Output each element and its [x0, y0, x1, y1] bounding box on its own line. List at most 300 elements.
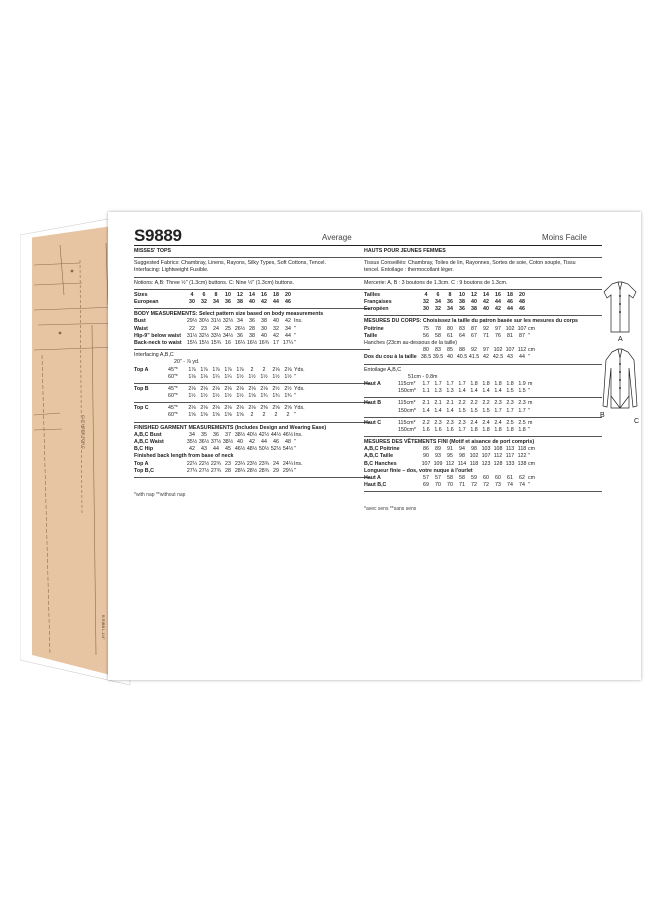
finished-table-en	[134, 432, 370, 454]
table-cell: 36	[225, 299, 231, 305]
unit-cell: m	[528, 380, 533, 387]
table-cell: 87	[519, 332, 525, 339]
table-cell: 34½	[222, 332, 234, 339]
figure-label-a: A	[618, 336, 623, 343]
table-cell: 42	[483, 354, 489, 361]
table-cell: 37½	[210, 439, 222, 446]
unit-cell: "	[294, 467, 296, 474]
table-cell: 102	[469, 453, 479, 460]
table-row	[134, 340, 370, 347]
table-cell: 1⅝	[188, 412, 196, 419]
table-cell: 1.8	[518, 426, 526, 433]
table-cell: 2⅝	[272, 405, 280, 412]
unit-cell: cm	[528, 347, 536, 354]
table-cell: 112	[493, 453, 503, 460]
table-cell: 97	[483, 347, 489, 354]
table-cell: 35½	[186, 439, 198, 446]
table-row	[364, 381, 602, 388]
table-cell: 4	[190, 291, 194, 298]
table-cell: 31½	[186, 332, 198, 339]
table-cell: 27¼	[186, 467, 198, 474]
table-cell: 85	[447, 347, 453, 354]
table-cell: 1⅞	[200, 366, 208, 373]
table-cell: 14	[483, 291, 489, 298]
table-cell: 42	[273, 332, 279, 339]
table-cell: 2.3	[434, 419, 442, 426]
table-cell: 16	[261, 291, 267, 298]
table-cell: 40	[447, 354, 453, 361]
row-label: Européen	[364, 306, 389, 313]
unit-cell: Yds.	[294, 385, 305, 392]
table-cell: 1½	[272, 373, 280, 380]
table-cell: 14	[249, 291, 255, 298]
row-label	[134, 405, 186, 412]
table-row	[134, 446, 370, 453]
fabric-width: 45"*	[168, 385, 178, 392]
table-cell: 112	[445, 460, 455, 467]
table-cell: 42.5	[492, 354, 504, 361]
table-cell: 46½	[282, 431, 294, 438]
table-cell: 23	[201, 325, 207, 332]
table-cell: 32½	[222, 318, 234, 325]
table-cell: 117	[505, 453, 515, 460]
fabric-table-en	[134, 367, 370, 420]
row-label: European	[134, 299, 159, 305]
table-cell: 1.3	[434, 388, 442, 395]
row-label	[134, 386, 186, 393]
table-cell: 42	[249, 439, 255, 446]
table-cell: 60	[483, 475, 489, 482]
table-cell: 1.4	[446, 407, 454, 414]
table-cell: 107	[517, 325, 527, 332]
table-cell: 2⅛	[260, 385, 268, 392]
table-cell: 1.3	[446, 388, 454, 395]
table-cell: 1½	[200, 393, 208, 400]
unit-cell: "	[294, 339, 296, 346]
envelope-back-sheet	[108, 212, 641, 680]
table-cell: 60	[495, 475, 501, 482]
table-cell: 78	[435, 325, 441, 332]
difficulty-fr: Moins Facile	[542, 233, 587, 242]
table-cell: 40.5	[456, 354, 468, 361]
table-row	[134, 393, 370, 400]
table-cell: 1.7	[506, 407, 514, 414]
table-cell: 90	[423, 453, 429, 460]
title-fr: HAUTS POUR JEUNES FEMMES	[364, 248, 446, 254]
fabric-width: 115cm*	[398, 380, 416, 387]
table-cell: 1⅝	[224, 412, 232, 419]
table-cell: 62	[519, 475, 525, 482]
unit-cell: cm	[528, 446, 536, 453]
table-cell: 1.5	[518, 388, 526, 395]
length-table-fr	[364, 475, 602, 489]
table-cell: 44	[285, 332, 291, 339]
table-cell: 1.8	[494, 426, 502, 433]
table-cell: 59	[471, 475, 477, 482]
table-cell: 107	[505, 347, 515, 354]
table-cell: 34	[435, 299, 441, 305]
notions-fr: Mercerie: A, B : 3 boutons de 1.3cm. C : 9 boutons de 1.3cm.	[364, 279, 508, 286]
table-cell: 40½	[246, 431, 258, 438]
footnote-en: *with nap **without nap	[134, 492, 186, 499]
unit-cell: "	[528, 453, 530, 460]
table-cell: 2⅛	[200, 385, 208, 392]
table-cell: 27¾	[210, 467, 222, 474]
table-cell: 58	[447, 475, 453, 482]
table-cell: 72	[483, 482, 489, 489]
table-cell: 70	[447, 482, 453, 489]
fabric-width: 60"*	[168, 393, 178, 400]
divider	[134, 245, 370, 246]
table-cell: 22	[189, 325, 195, 332]
table-cell: 91	[447, 446, 453, 453]
table-cell: 34	[213, 299, 219, 305]
unit-cell: m	[528, 400, 533, 407]
table-cell: 42	[483, 299, 489, 305]
table-cell: 34	[285, 325, 291, 332]
table-cell: 1½	[248, 373, 256, 380]
table-cell: 1⅝	[212, 412, 220, 419]
table-cell: 23	[225, 460, 231, 467]
fabrics-en: Suggested Fabrics: Chambray, Linens, Rayons, Silky Types, Soft Cottons, Tencel.	[134, 260, 326, 267]
row-label	[364, 381, 420, 388]
table-cell: 81	[507, 332, 513, 339]
table-cell: 92	[483, 325, 489, 332]
table-cell: 1½	[260, 373, 268, 380]
table-row	[364, 306, 602, 313]
table-cell: 2⅛	[272, 366, 280, 373]
table-cell: 1.6	[434, 426, 442, 433]
table-cell: 15½	[198, 339, 210, 346]
table-cell: 1¾	[284, 393, 292, 400]
row-label: Taille	[364, 332, 378, 339]
table-cell: 46	[507, 299, 513, 305]
table-cell: 36	[447, 299, 453, 305]
table-cell: 2	[262, 366, 266, 373]
row-label: Top B,C	[134, 467, 154, 474]
table-cell: 58	[459, 475, 465, 482]
row-label: Back-neck to waist	[134, 339, 182, 346]
row-label	[134, 367, 186, 374]
table-cell: 54½	[282, 446, 294, 453]
table-cell: 76	[495, 332, 501, 339]
difficulty-en: Average	[322, 233, 352, 242]
table-cell: 38	[459, 299, 465, 305]
view-label: Haut A	[364, 380, 381, 387]
table-cell: 95	[447, 453, 453, 460]
table-row	[134, 468, 370, 475]
view-label: Top B	[134, 385, 149, 392]
unit-cell: Yds.	[294, 366, 305, 373]
table-cell: 1.7	[518, 407, 526, 414]
table-cell: 2.3	[458, 419, 466, 426]
row-label: Haut B,C	[364, 482, 387, 489]
fabric-width: 45"*	[168, 405, 178, 412]
row-label	[364, 347, 420, 354]
table-cell: 1⅝	[200, 412, 208, 419]
table-cell: 10	[459, 291, 465, 298]
table-cell: 102	[493, 347, 503, 354]
table-cell: 26½	[234, 325, 246, 332]
table-row	[134, 374, 370, 381]
table-cell: 32	[273, 325, 279, 332]
table-cell: 44	[261, 439, 267, 446]
table-cell: 44½	[270, 431, 282, 438]
table-cell: 2⅛	[200, 405, 208, 412]
fabric-width: 150cm*	[398, 426, 416, 433]
table-row	[364, 475, 602, 482]
table-cell: 2.3	[518, 400, 526, 407]
table-cell: 34	[189, 431, 195, 438]
table-cell: 80	[423, 347, 429, 354]
table-cell: 1.9	[518, 380, 526, 387]
table-cell: 71	[459, 482, 465, 489]
table-cell: 16¾	[258, 339, 270, 346]
table-cell: 33½	[210, 332, 222, 339]
table-row	[134, 333, 370, 340]
table-cell: 89	[435, 446, 441, 453]
table-cell: 83	[435, 347, 441, 354]
table-cell: 61	[507, 475, 513, 482]
table-cell: 43	[507, 354, 513, 361]
table-cell: 122	[517, 453, 527, 460]
unit-cell: cm	[528, 475, 536, 482]
table-cell: 12	[471, 291, 477, 298]
row-label: Tailles	[364, 291, 381, 298]
table-cell: 1½	[236, 393, 244, 400]
interfacing-en: Interfacing: Lightweight Fusible.	[134, 267, 209, 274]
table-cell: 36½	[198, 439, 210, 446]
table-cell: 41.5	[468, 354, 480, 361]
table-cell: 1.4	[494, 388, 502, 395]
table-cell: 8	[448, 291, 452, 298]
table-cell: 38½	[222, 439, 234, 446]
fabric-width: 45"*	[168, 366, 178, 373]
table-cell: 2⅛	[236, 405, 244, 412]
row-label	[364, 408, 420, 415]
table-cell: 46	[273, 439, 279, 446]
table-cell: 40	[471, 299, 477, 305]
table-cell: 46	[285, 299, 291, 305]
table-cell: 2⅛	[212, 385, 220, 392]
table-row	[364, 292, 602, 299]
table-cell: 67	[471, 332, 477, 339]
table-cell: 56	[423, 332, 429, 339]
table-cell: 44	[507, 306, 513, 313]
table-cell: 28	[225, 467, 231, 474]
table-cell: 50½	[258, 446, 270, 453]
table-cell: 18	[273, 291, 279, 298]
table-cell: 42½	[258, 431, 270, 438]
table-cell: 73	[495, 482, 501, 489]
table-cell: 1.5	[482, 407, 490, 414]
table-cell: 75	[423, 325, 429, 332]
table-cell: 61	[447, 332, 453, 339]
table-cell: 28	[249, 325, 255, 332]
table-cell: 1.7	[458, 380, 466, 387]
pattern-code: S9889	[134, 226, 182, 245]
row-label	[364, 388, 420, 395]
notions-en: Notions: A,B: Three ½" (1.3cm) buttons. C: Nine ½" (1.3cm) buttons.	[134, 279, 294, 286]
table-cell: 92	[471, 347, 477, 354]
table-row	[364, 446, 602, 453]
table-cell: 1.5	[506, 388, 514, 395]
fabrics2-fr: tencel. Entoilage : thermocollant léger.	[364, 267, 454, 274]
row-label	[134, 412, 186, 419]
table-cell: 17	[273, 339, 279, 346]
table-cell: 2⅛	[236, 385, 244, 392]
table-cell: 1½	[284, 373, 292, 380]
table-cell: 1¾	[272, 393, 280, 400]
table-row	[364, 461, 602, 468]
row-label: A,B,C Poitrine	[364, 446, 400, 453]
table-cell: 97	[495, 325, 501, 332]
table-cell: 36	[237, 332, 243, 339]
table-cell: 2.5	[506, 419, 514, 426]
sizes-table-en	[134, 292, 370, 306]
table-cell: 72	[471, 482, 477, 489]
table-row	[364, 482, 602, 489]
unit-cell: m	[528, 419, 533, 426]
unit-cell: Ins.	[294, 460, 303, 467]
table-row	[134, 299, 370, 306]
table-row	[364, 420, 602, 427]
table-cell: 22¼	[186, 460, 198, 467]
table-cell: 1⅞	[212, 366, 220, 373]
table-cell: 44	[519, 354, 525, 361]
row-label: A,B,C Taille	[364, 453, 394, 460]
row-label: A,B,C Waist	[134, 439, 164, 446]
table-cell: 30½	[198, 318, 210, 325]
unit-cell: Ins.	[294, 318, 303, 325]
table-cell: 102	[505, 325, 515, 332]
table-cell: 118	[469, 460, 479, 467]
table-cell: 1.7	[494, 407, 502, 414]
table-cell: 87	[471, 325, 477, 332]
table-cell: 29¼	[282, 467, 294, 474]
table-cell: 48	[519, 299, 525, 305]
table-cell: 24	[213, 325, 219, 332]
unit-cell: "	[294, 325, 296, 332]
table-cell: 2.4	[482, 419, 490, 426]
fabric-width: 150cm*	[398, 407, 416, 414]
unit-cell: "	[528, 482, 530, 489]
table-cell: 107	[481, 453, 491, 460]
table-cell: 1.5	[458, 407, 466, 414]
unit-cell: "	[294, 439, 296, 446]
row-label: A,B,C Bust	[134, 431, 162, 438]
table-cell: 2.2	[482, 400, 490, 407]
table-cell: 93	[435, 453, 441, 460]
table-cell: 83	[459, 325, 465, 332]
interfacing-heading-en: Interfacing A,B,C	[134, 352, 174, 359]
table-cell: 70	[435, 482, 441, 489]
table-row	[134, 326, 370, 333]
table-cell: 35	[201, 431, 207, 438]
interfacing-heading-fr: Entoilage A,B,C	[364, 366, 402, 373]
table-cell: 29	[273, 467, 279, 474]
table-row	[364, 453, 602, 460]
table-cell: 38½	[234, 431, 246, 438]
french-column	[364, 244, 602, 514]
row-label: B,C Hanches	[364, 460, 397, 467]
table-cell: 1.8	[470, 380, 478, 387]
table-cell: 38.5	[420, 354, 432, 361]
unit-cell: "	[528, 426, 530, 433]
table-cell: 2⅛	[224, 405, 232, 412]
table-cell: 44	[273, 299, 279, 305]
finished-table-fr	[364, 446, 602, 468]
table-cell: 138	[517, 460, 527, 467]
table-cell: 118	[517, 446, 527, 453]
unit-cell: "	[528, 354, 530, 361]
table-cell: 108	[493, 446, 503, 453]
table-cell: 2⅛	[188, 385, 196, 392]
table-cell: 2.1	[446, 400, 454, 407]
unit-cell: "	[294, 412, 296, 419]
table-cell: 36	[249, 318, 255, 325]
table-cell: 32	[201, 299, 207, 305]
table-cell: 15¾	[210, 339, 222, 346]
table-cell: 30	[261, 325, 267, 332]
table-cell: 24¼	[282, 460, 294, 467]
unit-cell: "	[294, 373, 296, 380]
table-row	[134, 432, 370, 439]
table-cell: 2.1	[434, 400, 442, 407]
table-cell: 1.8	[482, 380, 490, 387]
unit-cell: "	[528, 332, 530, 339]
table-cell: 1⅛	[200, 373, 208, 380]
table-cell: 2	[250, 412, 254, 419]
table-cell: 48	[285, 439, 291, 446]
table-cell: 40	[237, 439, 243, 446]
table-cell: 98	[471, 446, 477, 453]
row-label: Poitrine	[364, 325, 384, 332]
table-cell: 32	[435, 306, 441, 313]
back-row-fr	[364, 354, 602, 361]
table-row	[134, 412, 370, 419]
table-cell: 1.4	[434, 407, 442, 414]
table-cell: 38	[261, 318, 267, 325]
figure-label-c: C	[634, 418, 640, 425]
table-cell: 2.2	[458, 400, 466, 407]
table-cell: 123	[481, 460, 491, 467]
table-cell: 133	[505, 460, 515, 467]
table-cell: 38	[237, 299, 243, 305]
figure-label-b: B	[600, 412, 605, 419]
table-row	[364, 326, 602, 333]
table-cell: 16	[495, 291, 501, 298]
table-cell: 1⅝	[236, 412, 244, 419]
table-row	[364, 333, 602, 340]
table-cell: 39.5	[432, 354, 444, 361]
table-cell: 30	[423, 306, 429, 313]
table-cell: 17¼	[282, 339, 294, 346]
table-cell: 29½	[186, 318, 198, 325]
table-cell: 36	[213, 431, 219, 438]
table-row	[134, 367, 370, 374]
table-cell: 1.4	[422, 407, 430, 414]
row-label: Bust	[134, 318, 146, 325]
table-cell: 114	[457, 460, 467, 467]
table-cell: 1¼	[224, 373, 232, 380]
row-label	[134, 393, 186, 400]
table-cell: 2½	[284, 385, 292, 392]
table-cell: 42	[189, 446, 195, 453]
table-cell: 1⅞	[236, 366, 244, 373]
body-heading-en: BODY MEASUREMENTS: Select pattern size based on body measurements	[134, 311, 324, 318]
garment-sketches	[598, 276, 642, 456]
